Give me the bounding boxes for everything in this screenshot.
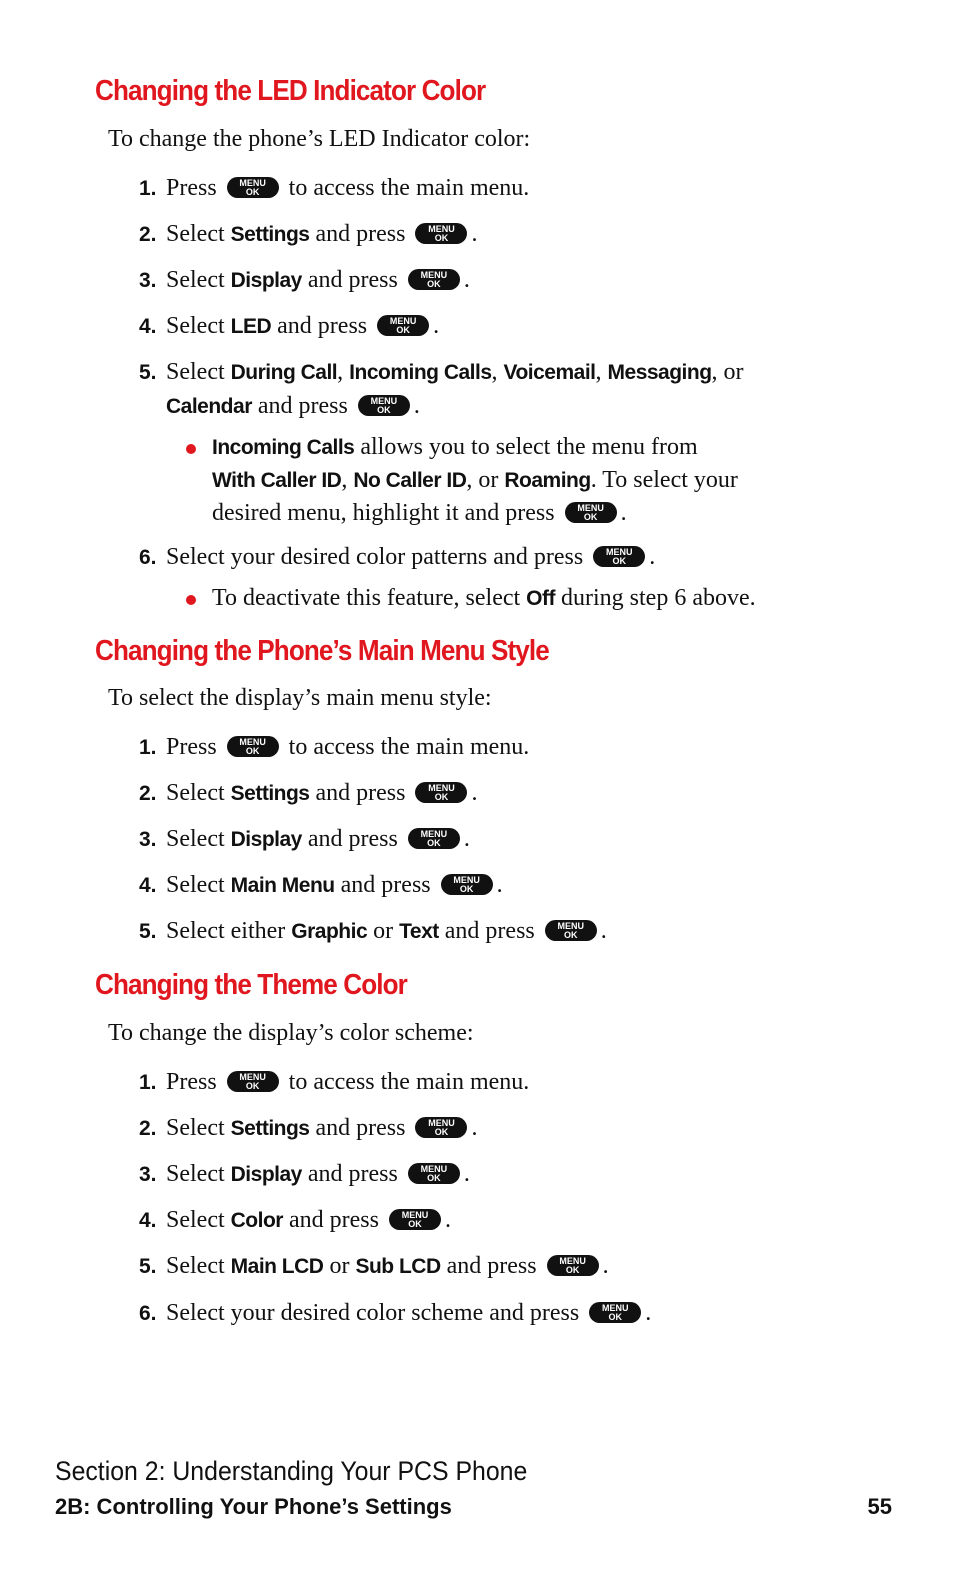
menu-option-settings: Settings — [230, 1117, 310, 1140]
menu-option-sub-lcd: Sub LCD — [355, 1255, 441, 1278]
step-text: Select either — [166, 918, 286, 944]
step-number: 6. — [139, 546, 157, 569]
step-text: Press — [166, 1069, 217, 1095]
menu-ok-key-icon: MENU OK — [593, 546, 645, 567]
step-text: to access the main menu. — [288, 175, 530, 201]
step-3 — [139, 822, 470, 857]
menu-option-settings: Settings — [230, 782, 310, 805]
menu-ok-key-icon: MENU OK — [389, 1209, 441, 1230]
menu-ok-key-icon: MENU OK — [415, 782, 467, 803]
period: . — [444, 1207, 451, 1233]
step-text: and press — [277, 313, 368, 339]
step-text: Select — [166, 1253, 225, 1279]
step-2 — [139, 1111, 477, 1146]
period: . — [471, 221, 478, 247]
step-3 — [139, 1157, 470, 1192]
period: . — [463, 826, 470, 852]
menu-option-with-caller-id: With Caller ID — [212, 469, 342, 492]
step-text: Select — [166, 1207, 225, 1233]
step-3 — [139, 263, 470, 298]
step-text: Select — [166, 1161, 225, 1187]
step-text: and press — [307, 826, 398, 852]
step-number: 4. — [139, 315, 157, 338]
period: . — [620, 500, 627, 526]
footer-section-title: Section 2: Understanding Your PCS Phone — [55, 1456, 528, 1486]
step-2 — [139, 217, 477, 252]
footer-chapter-title: 2B: Controlling Your Phone’s Settings — [55, 1494, 452, 1519]
separator: , — [337, 359, 344, 385]
menu-option-settings: Settings — [230, 223, 310, 246]
menu-option-calendar: Calendar — [166, 395, 252, 418]
section-title-led-color: Changing the LED Indicator Color — [95, 75, 486, 107]
bullet-line — [212, 497, 738, 529]
menu-option-incoming-calls: Incoming Calls — [349, 361, 492, 384]
period: . — [496, 872, 503, 898]
step-number: 1. — [139, 177, 157, 200]
step-text: Select — [166, 1115, 225, 1141]
step-number: 3. — [139, 1163, 157, 1186]
step-5 — [139, 914, 607, 949]
step-text: or — [329, 1253, 350, 1279]
period: . — [463, 267, 470, 293]
step-4 — [139, 309, 439, 344]
menu-option-no-caller-id: No Caller ID — [353, 469, 467, 492]
step-text: and press — [288, 1207, 379, 1233]
bullet-text: allows you to select the menu from — [360, 434, 698, 460]
step-text: Press — [166, 734, 217, 760]
step-5 — [139, 1249, 609, 1284]
menu-option-main-lcd: Main LCD — [230, 1255, 324, 1278]
step-number: 6. — [139, 1302, 157, 1325]
step-text: and press — [444, 918, 535, 944]
period: . — [463, 1161, 470, 1187]
period: . — [649, 544, 656, 570]
step-number: 2. — [139, 1117, 157, 1140]
step-text: Select — [166, 826, 225, 852]
step-text: to access the main menu. — [288, 1069, 530, 1095]
step-6 — [139, 540, 655, 575]
step-text: Select — [166, 359, 225, 385]
period: . — [600, 918, 607, 944]
menu-ok-key-icon: MENU OK — [408, 828, 460, 849]
step-6 — [139, 1296, 651, 1331]
step-number: 3. — [139, 269, 157, 292]
period: . — [413, 393, 420, 419]
step-text: Press — [166, 175, 217, 201]
step-text: Select — [166, 221, 225, 247]
menu-option-incoming-calls: Incoming Calls — [212, 436, 355, 459]
step-text: Select — [166, 780, 225, 806]
step-number: 1. — [139, 736, 157, 759]
menu-option-roaming: Roaming — [504, 469, 591, 492]
step-number: 5. — [139, 361, 157, 384]
section-title-main-menu-style: Changing the Phone’s Main Menu Style — [95, 635, 549, 667]
step-number: 4. — [139, 874, 157, 897]
separator: , or — [466, 467, 499, 493]
separator: , — [491, 359, 498, 385]
menu-ok-key-icon: MENU OK — [227, 736, 279, 757]
step-number: 2. — [139, 223, 157, 246]
bullet-text: . To select your — [590, 467, 738, 493]
section-title-theme-color: Changing the Theme Color — [95, 969, 407, 1001]
step-1 — [139, 730, 529, 765]
step-number: 5. — [139, 920, 157, 943]
step-text: Select — [166, 267, 225, 293]
step-text: and press — [307, 1161, 398, 1187]
menu-option-voicemail: Voicemail — [503, 361, 596, 384]
step-4 — [139, 1203, 451, 1238]
step-5-continued — [166, 389, 420, 424]
period: . — [602, 1253, 609, 1279]
step-text: and press — [307, 267, 398, 293]
bullet-text: during step 6 above. — [561, 585, 756, 611]
separator: , or — [711, 359, 744, 385]
step-text: and press — [315, 221, 406, 247]
step-text: Select your desired color scheme and press — [166, 1300, 580, 1326]
step-text: and press — [315, 1115, 406, 1141]
page-number: 55 — [867, 1494, 892, 1519]
menu-ok-key-icon: MENU OK — [227, 1071, 279, 1092]
menu-ok-key-icon: MENU OK — [589, 1302, 641, 1323]
menu-ok-key-icon: MENU OK — [227, 177, 279, 198]
step-4 — [139, 868, 503, 903]
bullet-text: To deactivate this feature, select — [212, 585, 521, 611]
section-intro: To change the display’s color scheme: — [108, 1020, 474, 1046]
menu-option-messaging: Messaging — [607, 361, 712, 384]
step-number: 2. — [139, 782, 157, 805]
section-intro: To change the phone’s LED Indicator color: — [108, 126, 531, 152]
menu-ok-key-icon: MENU OK — [547, 1255, 599, 1276]
step-text: and press — [446, 1253, 537, 1279]
menu-option-text: Text — [399, 920, 439, 943]
step-2 — [139, 776, 477, 811]
step-text: and press — [257, 393, 348, 419]
step-text: Select — [166, 313, 225, 339]
menu-option-display: Display — [230, 1163, 302, 1186]
menu-option-graphic: Graphic — [291, 920, 368, 943]
step-text: Select — [166, 872, 225, 898]
menu-ok-key-icon: MENU OK — [565, 502, 617, 523]
menu-ok-key-icon: MENU OK — [415, 1117, 467, 1138]
step-1 — [139, 171, 529, 206]
menu-option-color: Color — [230, 1209, 283, 1232]
menu-ok-key-icon: MENU OK — [377, 315, 429, 336]
separator: , — [341, 467, 348, 493]
menu-ok-key-icon: MENU OK — [408, 269, 460, 290]
bullet-text: desired menu, highlight it and press — [212, 500, 555, 526]
period: . — [471, 780, 478, 806]
period: . — [471, 1115, 478, 1141]
bullet-dot-icon — [186, 595, 196, 605]
step-1 — [139, 1065, 529, 1100]
step-text: or — [373, 918, 394, 944]
separator: , — [595, 359, 602, 385]
step-text: and press — [315, 780, 406, 806]
step-number: 5. — [139, 1255, 157, 1278]
step-text: and press — [340, 872, 431, 898]
menu-ok-key-icon: MENU OK — [408, 1163, 460, 1184]
section-intro: To select the display’s main menu style: — [108, 685, 492, 711]
menu-ok-key-icon: MENU OK — [441, 874, 493, 895]
period: . — [645, 1300, 652, 1326]
menu-option-off: Off — [526, 587, 555, 610]
period: . — [433, 313, 440, 339]
bullet-line — [212, 431, 738, 464]
step-5 — [139, 355, 744, 390]
step-number: 3. — [139, 828, 157, 851]
step-text: to access the main menu. — [288, 734, 530, 760]
menu-option-display: Display — [230, 828, 302, 851]
step-number: 4. — [139, 1209, 157, 1232]
menu-ok-key-icon: MENU OK — [415, 223, 467, 244]
menu-option-main-menu: Main Menu — [230, 874, 335, 897]
bullet-line — [212, 464, 738, 497]
menu-option-during-call: During Call — [230, 361, 338, 384]
menu-option-display: Display — [230, 269, 302, 292]
menu-option-led: LED — [230, 315, 272, 338]
menu-ok-key-icon: MENU OK — [358, 395, 410, 416]
step-number: 1. — [139, 1071, 157, 1094]
step-text: Select your desired color patterns and press — [166, 544, 584, 570]
bullet-dot-icon — [186, 444, 196, 454]
menu-ok-key-icon: MENU OK — [545, 920, 597, 941]
